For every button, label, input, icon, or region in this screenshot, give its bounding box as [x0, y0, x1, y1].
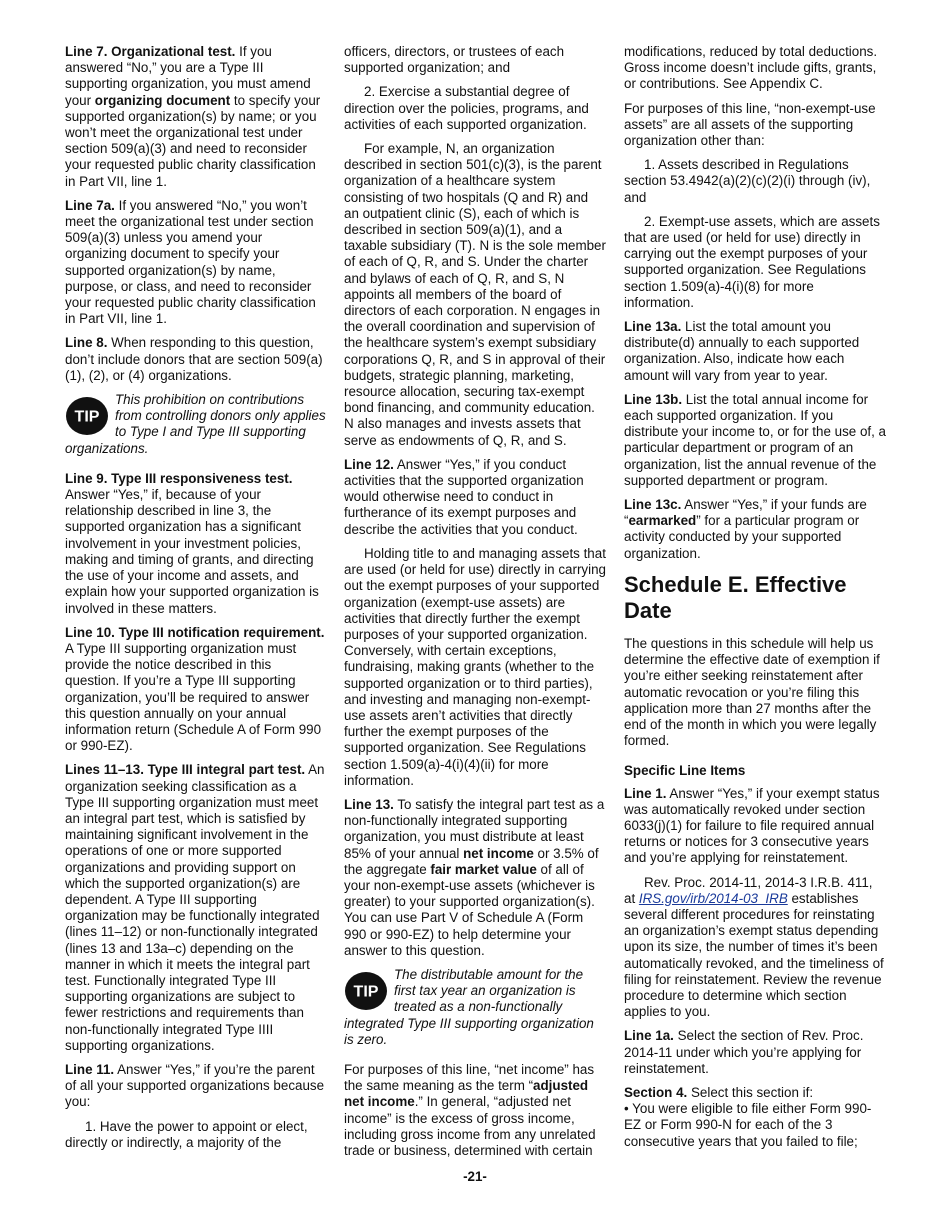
line-7a-paragraph: Line 7a. If you answered “No,” you won’t meet the organizational test under section 509(a)(3) unless you amend your organizing document to specify your supported organization(s) by name, purpose, or class, and need to reconsider your requested public charity classification in Part VII, line 1.	[65, 197, 316, 327]
column-3	[624, 44, 886, 1158]
continued-text: officers, directors, or trustees of each supported organization; and	[344, 44, 565, 76]
line-13a-paragraph: Line 13a. List the total amount you distribute(d) annually to each supported organization. Also, indicate how each amount will vary from year to year.	[624, 319, 860, 383]
line-13b-paragraph: Line 13b. List the total annual income for each supported organization. If you distribute your income to, or for the use of, a particular department or program of an organization, list the annual revenue of the supported department or program.	[624, 391, 886, 488]
irs-irb-link[interactable]: IRS.gov/irb/2014-03_IRB	[638, 890, 788, 906]
line-11-item-2: 2. Exercise a substantial degree of direction over the policies, programs, and activities of each supported organization.	[344, 84, 589, 132]
line-8-heading: Line 8.	[65, 335, 108, 351]
bullet-icon: •	[624, 1101, 629, 1117]
line-11-heading: Line 11.	[65, 1061, 115, 1077]
schedule-e-heading: Schedule E. Effective Date	[624, 571, 847, 623]
tip-note-1: TIP This prohibition on contributions from controlling donors only applies to Type I and Type III supporting organizations.	[65, 392, 326, 456]
line-13b-heading: Line 13b.	[624, 391, 683, 407]
column-1	[65, 44, 327, 1159]
section-4-paragraph: Section 4. Select this section if:	[624, 1084, 814, 1100]
specific-line-items-heading: Specific Line Items	[624, 763, 746, 779]
line-12-heading: Line 12.	[344, 456, 394, 472]
line-13a-heading: Line 13a.	[624, 319, 682, 335]
svg-text:TIP: TIP	[74, 408, 100, 426]
line-13-paragraph: Line 13. To satisfy the integral part test as a non-functionally integrated supporting organization, you must distribute at least 85% of your annual net income or 3.5% of the aggregate fair market value of all of your non-exempt-use assets (whichever is greater) to your supported organization(s). You can use Part V of Schedule A (Form 990 or 990-EZ) to help determine your answer to this question.	[344, 796, 605, 958]
line-13-heading: Line 13.	[344, 796, 394, 812]
line-9-heading: Line 9. Type III responsiveness test.	[65, 470, 293, 486]
holding-title-paragraph: Holding title to and managing assets that are used (or held for use) directly in carrying out the exempt purposes of your supported organization (exempt-use assets) are activities that directly further the exempt purposes of your supported organization. Conversely, with certain exceptions, fundraising, making grants (whether to the supported organization or to third parties), and investing and managing non-exempt-use assets aren’t activities that directly further the exempt purposes of the supported organization. See Regulations section 1.509(a)-4(i)(4)(ii) for more information.	[344, 545, 606, 788]
neu-item-1: 1. Assets described in Regulations section 53.4942(a)(2)(c)(2)(i) through (iv), and	[624, 157, 871, 205]
section-4-heading: Section 4.	[624, 1084, 688, 1100]
schedule-e-intro: The questions in this schedule will help us determine the effective date of exemption if you’re either seeking reinstatement after automatic revocation or you’re filing this application more than 27 months after the end of the month in which you were legally formed.	[624, 635, 880, 749]
example-paragraph: For example, N, an organization described in section 501(c)(3), is the parent organization of a healthcare system consisting of two hospitals (Q and R) and an outpatient clinic (S), each of which is described in section 509(a)(1), and a taxable subsidiary (T). N is the sole member of each of Q, R, and S. Under the charter and bylaws of each of Q, R, and S, N appoints all members of the board of directors of each corporation. N engages in the overall coordination and supervision of the healthcare system’s exempt subsidiary corporations Q, R, and S in approval of their budgets, strategic planning, marketing, resource allocation, securing tax-exempt bond financing, and community education. N also manages and invests assets that serve as endowments of Q, R, and S.	[344, 141, 606, 448]
page-number: -21-	[463, 1169, 487, 1184]
line-8-paragraph: Line 8. When responding to this question, don’t include donors that are section 509(a)(1), (2), or (4) organizations.	[65, 335, 323, 383]
lines-11-13-paragraph: Lines 11–13. Type III integral part test. An organization seeking classification as a Type III supporting organization must meet an integral part test, which is satisfied by maintaining significant involvement in the operations of one or more supported organizations and providing support on which the supported organization(s) are dependent. A Type III supporting organization may be functionally integrated (lines 11–12) or non-functionally integrated (lines 13 and 13a–c) depending on the manner in which it meets the integral part test. Functionally integrated Type III supporting organizations are subject to fewer restrictions and requirements than non-functionally integrated Type IIII supporting organizations.	[65, 762, 325, 1053]
svg-text:TIP: TIP	[353, 983, 379, 1001]
continued-text: modifications, reduced by total deductions. Gross income doesn’t include gifts, grants, or contributions. See Appendix C.	[624, 44, 878, 92]
lines-11-13-heading: Lines 11–13. Type III integral part test.	[65, 762, 306, 778]
section-4-bullet: • You were eligible to file either Form 990-EZ or Form 990-N for each of the 3 consecutive years that you failed to file;	[624, 1101, 872, 1149]
non-exempt-use-paragraph: For purposes of this line, “non-exempt-use assets” are all assets of the supporting organization other than:	[624, 100, 876, 149]
line-13c-heading: Line 13c.	[624, 497, 682, 513]
line-1a-heading: Line 1a.	[624, 1028, 674, 1044]
net-income-paragraph: For purposes of this line, “net income” has the same meaning as the term “adjusted net income.” In general, “adjusted net income” is the excess of gross income, including gross income from any unrelated trade or business, determined with certain	[344, 1061, 596, 1158]
line-12-paragraph: Line 12. Answer “Yes,” if you conduct activities that the supported organization would otherwise need to conduct in furtherance of its exempt purposes and describe the activities that you conduct.	[344, 456, 584, 537]
neu-item-2: 2. Exempt-use assets, which are assets that are used (or held for use) directly in carrying out the exempt purposes of your supported organization. See Regulations section 1.509(a)-4(i)(8) for more information.	[624, 213, 880, 310]
line-1a-paragraph: Line 1a. Select the section of Rev. Proc. 2014-11 under which you’re applying for reinstatement.	[624, 1028, 864, 1076]
line-1-paragraph: Line 1. Answer “Yes,” if your exempt status was automatically revoked under section 6033(j)(1) for failure to file required annual returns or notices for 3 consecutive years and you’re applying for reinstatement.	[624, 785, 880, 866]
line-10-paragraph: Line 10. Type III notification requirement. A Type III supporting organization must provide the notice described in this question. If you’re a Type III supporting organization, you’ll be required to answer this question annually on your annual information return (Schedule A of Form 990 or 990-EZ).	[65, 624, 325, 754]
line-13c-paragraph: Line 13c. Answer “Yes,” if your funds are “earmarked” for a particular program or activity conducted by your supported organization.	[624, 497, 867, 561]
tip-note-2: TIP The distributable amount for the first tax year an organization is treated as a non-functionally integrated Type III supporting organization is zero.	[344, 966, 594, 1047]
line-11-paragraph: Line 11. Answer “Yes,” if you’re the parent of all your supported organizations because you:	[65, 1061, 325, 1110]
line-7-heading: Line 7. Organizational test.	[65, 44, 236, 59]
line-11-item-1: 1. Have the power to appoint or elect, directly or indirectly, a majority of the	[65, 1118, 308, 1150]
line-10-heading: Line 10. Type III notification requirement.	[65, 624, 325, 640]
line-7-paragraph: Line 7. Organizational test. If you answered “No,” you are a Type III supporting organization, you must amend your organizing document to specify your supported organization(s) by name; or you won’t meet the organizational test under section 509(a)(3) and need to reconsider your requested public charity classification in Part VII, line 1.	[65, 44, 321, 189]
tip-icon	[344, 971, 388, 1011]
line-7a-heading: Line 7a.	[65, 197, 115, 213]
line-1-heading: Line 1.	[624, 785, 667, 801]
line-9-paragraph: Line 9. Type III responsiveness test. Answer “Yes,” if, because of your relationship described in line 3, the supported organization has a significant involvement in your investment policies, making and timing of grants, and directing the use of your income and assets, and explain how your supported organization is involved in these matters.	[65, 470, 319, 616]
column-2	[344, 44, 606, 1167]
tip-icon	[65, 396, 109, 436]
rev-proc-paragraph: Rev. Proc. 2014-11, 2014-3 I.R.B. 411, at IRS.gov/irb/2014-03_IRB establishes several different procedures for reinstating an organization’s exempt status depending upon its size, the number of times it’s been automatically revoked, and the timeliness of filing for reinstatement. Review the revenue procedure to determine which section applies to you.	[624, 874, 884, 1020]
